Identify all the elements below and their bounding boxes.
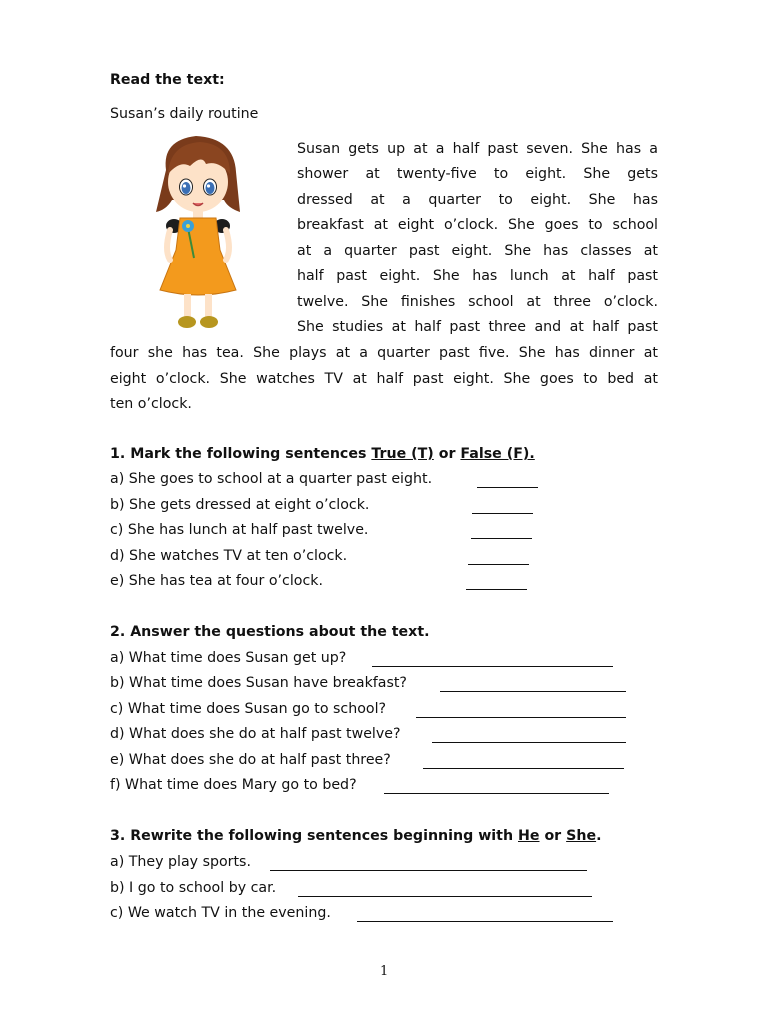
tf-answer-blank[interactable]	[471, 538, 532, 539]
answer-blank[interactable]	[423, 768, 624, 769]
tf-item: e) She has tea at four o’clock.	[110, 573, 324, 589]
answer-blank[interactable]	[416, 717, 626, 718]
passage-line: Susan gets up at a half past seven. She has a	[297, 141, 658, 157]
question-item: f) What time does Mary go to bed?	[110, 777, 357, 793]
tf-answer-blank[interactable]	[468, 564, 529, 565]
tf-item: a) She goes to school at a quarter past eight.	[110, 471, 433, 487]
question-item: e) What does she do at half past three?	[110, 752, 391, 768]
girl-illustration	[148, 130, 248, 335]
passage-line: twelve. She finishes school at three o’clock.	[297, 294, 658, 310]
tf-answer-blank[interactable]	[477, 487, 538, 488]
rewrite-item: b) I go to school by car.	[110, 880, 277, 896]
passage-line: ten o’clock.	[110, 396, 192, 412]
tf-item: b) She gets dressed at eight o’clock.	[110, 497, 370, 513]
read-heading: Read the text:	[110, 72, 225, 88]
passage-line: dressed at a quarter to eight. She has	[297, 192, 658, 208]
page-number: 1	[380, 964, 389, 979]
passage-line: shower at twenty-five to eight. She gets	[297, 166, 658, 182]
tf-answer-blank[interactable]	[466, 589, 527, 590]
tf-item: d) She watches TV at ten o’clock.	[110, 548, 348, 564]
passage-title: Susan’s daily routine	[110, 106, 259, 122]
true-label: True (T)	[371, 446, 434, 462]
rewrite-item: c) We watch TV in the evening.	[110, 905, 331, 921]
question-item: a) What time does Susan get up?	[110, 650, 347, 666]
section3-title: 3. Rewrite the following sentences beginning with He or She.	[110, 828, 602, 844]
question-item: b) What time does Susan have breakfast?	[110, 675, 407, 691]
rewrite-blank[interactable]	[357, 921, 613, 922]
question-item: c) What time does Susan go to school?	[110, 701, 387, 717]
answer-blank[interactable]	[432, 742, 626, 743]
false-label: False (F).	[460, 446, 535, 462]
passage-line: half past eight. She has lunch at half past	[297, 268, 658, 284]
passage-line: four she has tea. She plays at a quarter past five. She has dinner at	[110, 345, 658, 361]
passage-line: eight o’clock. She watches TV at half past eight. She goes to bed at	[110, 371, 658, 387]
tf-item: c) She has lunch at half past twelve.	[110, 522, 369, 538]
passage-line: at a quarter past eight. She has classes at	[297, 243, 658, 259]
he-label: He	[518, 828, 540, 844]
answer-blank[interactable]	[440, 691, 626, 692]
rewrite-blank[interactable]	[270, 870, 587, 871]
tf-answer-blank[interactable]	[472, 513, 533, 514]
answer-blank[interactable]	[384, 793, 609, 794]
section2-title: 2. Answer the questions about the text.	[110, 624, 430, 640]
answer-blank[interactable]	[372, 666, 613, 667]
section1-title: 1. Mark the following sentences True (T) or False (F).	[110, 446, 535, 462]
passage-line: breakfast at eight o’clock. She goes to school	[297, 217, 658, 233]
question-item: d) What does she do at half past twelve?	[110, 726, 401, 742]
rewrite-blank[interactable]	[298, 896, 592, 897]
she-label: She	[566, 828, 597, 844]
rewrite-item: a) They play sports.	[110, 854, 251, 870]
passage-line: She studies at half past three and at half past	[297, 319, 658, 335]
